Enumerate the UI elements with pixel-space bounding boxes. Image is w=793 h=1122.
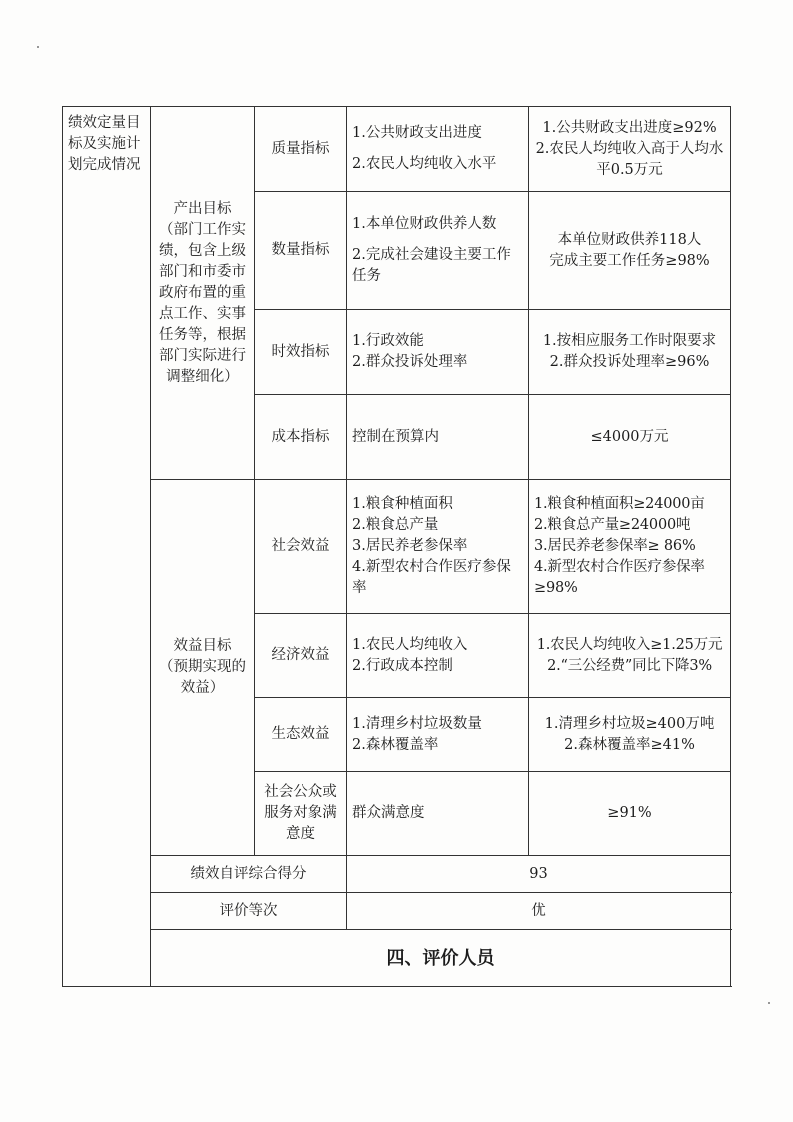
target-line: ≤4000万元 bbox=[590, 428, 669, 445]
output-group-desc: （部门工作实绩，包含上级部门和市委市政府布置的重点工作、实事任务等，根据部门实际进行调整细化） bbox=[159, 221, 246, 385]
indicator-cell: 数量指标 bbox=[255, 192, 347, 310]
target-line: 1.清理乡村垃圾≥400万吨 bbox=[544, 715, 715, 732]
content-line: 1.公共财政支出进度 bbox=[352, 125, 482, 141]
target-line: 1.粮食种植面积≥24000亩 bbox=[534, 496, 705, 512]
target-line: 1.公共财政支出进度≥92% bbox=[542, 119, 717, 136]
target-line: 2.群众投诉处理率≥96% bbox=[549, 354, 710, 370]
content-line: 1.清理乡村垃圾数量 bbox=[352, 715, 482, 732]
content-line: 控制在预算内 bbox=[352, 428, 439, 445]
indicator-cell: 社会效益 bbox=[255, 480, 347, 614]
target-cell bbox=[529, 192, 731, 310]
content-cell bbox=[347, 698, 529, 772]
scan-speck bbox=[37, 46, 39, 48]
score-label: 绩效自评综合得分 bbox=[151, 856, 347, 893]
content-line: 1.农民人均纯收入 bbox=[352, 636, 468, 653]
label-col-cell bbox=[63, 107, 151, 987]
target-cell bbox=[529, 395, 731, 480]
indicator-cell: 质量指标 bbox=[255, 107, 347, 192]
target-cell bbox=[529, 698, 731, 772]
content-line: 2.完成社会建设主要工作任务 bbox=[352, 247, 511, 284]
target-line: 3.居民养老参保率≥ 86% bbox=[534, 538, 696, 554]
content-line: 2.森林覆盖率 bbox=[352, 736, 439, 753]
target-cell bbox=[529, 480, 731, 614]
table-row bbox=[63, 856, 731, 893]
content-cell bbox=[347, 107, 529, 192]
indicator-cell: 时效指标 bbox=[255, 310, 347, 395]
indicator-cell: 成本指标 bbox=[255, 395, 347, 480]
content-cell bbox=[347, 480, 529, 614]
content-cell bbox=[347, 395, 529, 480]
benefit-group-cell bbox=[151, 480, 255, 856]
target-cell bbox=[529, 772, 731, 856]
content-line: 1.粮食种植面积 bbox=[352, 496, 453, 512]
grade-label: 评价等次 bbox=[151, 893, 347, 930]
content-line: 3.居民养老参保率 bbox=[352, 538, 468, 554]
content-cell bbox=[347, 772, 529, 856]
target-cell bbox=[529, 310, 731, 395]
target-cell bbox=[529, 107, 731, 192]
content-line: 1.本单位财政供养人数 bbox=[352, 216, 497, 232]
benefit-group-title: 效益目标 bbox=[173, 638, 232, 654]
performance-table bbox=[62, 106, 731, 987]
content-line: 2.群众投诉处理率 bbox=[352, 354, 468, 370]
target-line: 完成主要工作任务≥98% bbox=[549, 252, 710, 269]
content-line: 2.粮食总产量 bbox=[352, 517, 439, 533]
output-group-cell bbox=[151, 107, 255, 480]
table-row bbox=[63, 930, 731, 987]
content-line: 群众满意度 bbox=[352, 805, 425, 821]
content-cell bbox=[347, 310, 529, 395]
target-line: 2.“三公经费”同比下降3% bbox=[547, 657, 712, 674]
content-line: 2.农民人均纯收入水平 bbox=[352, 156, 497, 172]
indicator-cell: 经济效益 bbox=[255, 614, 347, 698]
target-line: 4.新型农村合作医疗参保率≥98% bbox=[534, 559, 705, 596]
score-value: 93 bbox=[347, 856, 731, 893]
target-line: 本单位财政供养118人 bbox=[557, 231, 702, 248]
content-line: 1.行政效能 bbox=[352, 333, 424, 349]
target-line: 2.粮食总产量≥24000吨 bbox=[534, 517, 691, 533]
scan-speck bbox=[768, 1002, 770, 1004]
target-line: 2.农民人均纯收入高于人均水平0.5万元 bbox=[535, 140, 724, 178]
content-cell bbox=[347, 192, 529, 310]
table-row bbox=[63, 480, 731, 614]
content-line: 2.行政成本控制 bbox=[352, 657, 453, 674]
target-line: 1.农民人均纯收入≥1.25万元 bbox=[536, 636, 723, 653]
label-col-title: 绩效定量目标及实施计划完成情况 bbox=[68, 115, 141, 173]
target-line: ≥91% bbox=[607, 805, 652, 821]
section-title: 四、评价人员 bbox=[151, 930, 731, 987]
table-row bbox=[63, 107, 731, 192]
benefit-group-desc: （预期实现的效益） bbox=[159, 659, 246, 696]
grade-value: 优 bbox=[347, 893, 731, 930]
table-row bbox=[63, 893, 731, 930]
target-cell bbox=[529, 614, 731, 698]
target-line: 1.按相应服务工作时限要求 bbox=[542, 333, 717, 349]
indicator-cell: 社会公众或服务对象满意度 bbox=[255, 772, 347, 856]
content-cell bbox=[347, 614, 529, 698]
target-line: 2.森林覆盖率≥41% bbox=[564, 736, 695, 753]
output-group-title: 产出目标 bbox=[173, 200, 232, 217]
indicator-cell: 生态效益 bbox=[255, 698, 347, 772]
content-line: 4.新型农村合作医疗参保率 bbox=[352, 559, 511, 596]
